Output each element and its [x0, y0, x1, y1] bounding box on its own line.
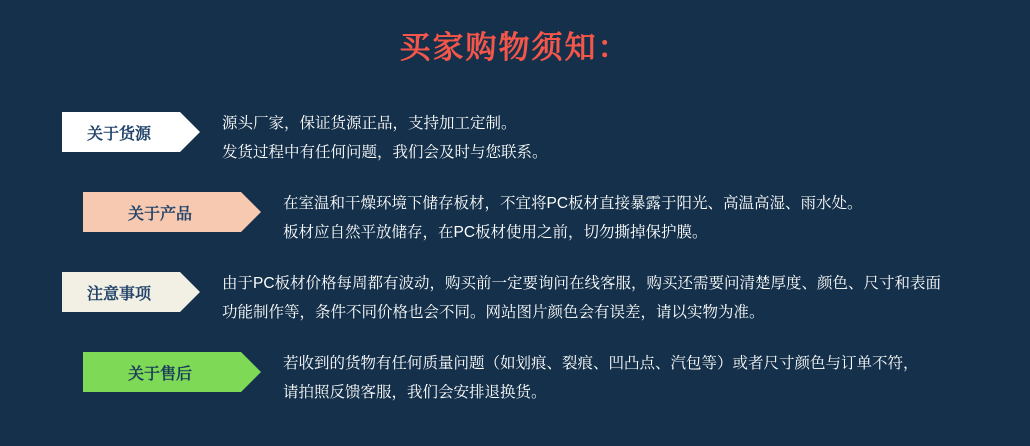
- section-text-line: 功能制作等，条件不同价格也会不同。网站图片颜色会有误差，请以实物为准。: [222, 304, 765, 321]
- section-text: [222, 109, 548, 167]
- section-tag-label: 关于货源: [86, 125, 151, 143]
- notice-section: [0, 192, 1030, 254]
- section-tag-label: 关于售后: [127, 365, 192, 383]
- tag-arrow-icon: [241, 192, 261, 232]
- section-tag-product: [83, 192, 241, 232]
- tag-arrow-icon: [180, 112, 200, 152]
- section-text-line: 由于PC板材价格每周都有波动，购买前一定要询问在线客服，购买还需要问清楚厚度、颜色、尺寸和表面: [222, 275, 942, 292]
- section-text: [222, 269, 941, 327]
- section-text-line: 发货过程中有任何问题，我们会及时与您联系。: [222, 144, 548, 161]
- tag-arrow-icon: [241, 352, 261, 392]
- section-tag-attention: [62, 272, 180, 312]
- section-tag-label: 关于产品: [127, 205, 192, 223]
- section-text-line: 请拍照反馈客服，我们会安排退换货。: [283, 384, 547, 401]
- section-text-line: 板材应自然平放储存，在PC板材使用之前，切勿撕掉保护膜。: [283, 224, 708, 241]
- section-text: [283, 349, 919, 407]
- section-text-line: 若收到的货物有任何质量问题（如划痕、裂痕、凹凸点、汽包等）或者尺寸颜色与订单不符，: [283, 355, 919, 372]
- section-tag-source: [62, 112, 180, 152]
- notice-section: [0, 112, 1030, 174]
- section-tag-aftersales: [83, 352, 241, 392]
- section-text: [283, 189, 863, 247]
- notice-section: [0, 352, 1030, 414]
- section-text-line: 源头厂家，保证货源正品，支持加工定制。: [222, 115, 517, 132]
- notice-sections: [0, 112, 1030, 432]
- notice-section: [0, 272, 1030, 334]
- page-title: 买家购物须知：: [399, 30, 631, 65]
- section-tag-label: 注意事项: [86, 285, 151, 303]
- tag-arrow-icon: [180, 272, 200, 312]
- section-text-line: 在室温和干燥环境下储存板材，不宜将PC板材直接暴露于阳光、高温高湿、雨水处。: [283, 195, 863, 212]
